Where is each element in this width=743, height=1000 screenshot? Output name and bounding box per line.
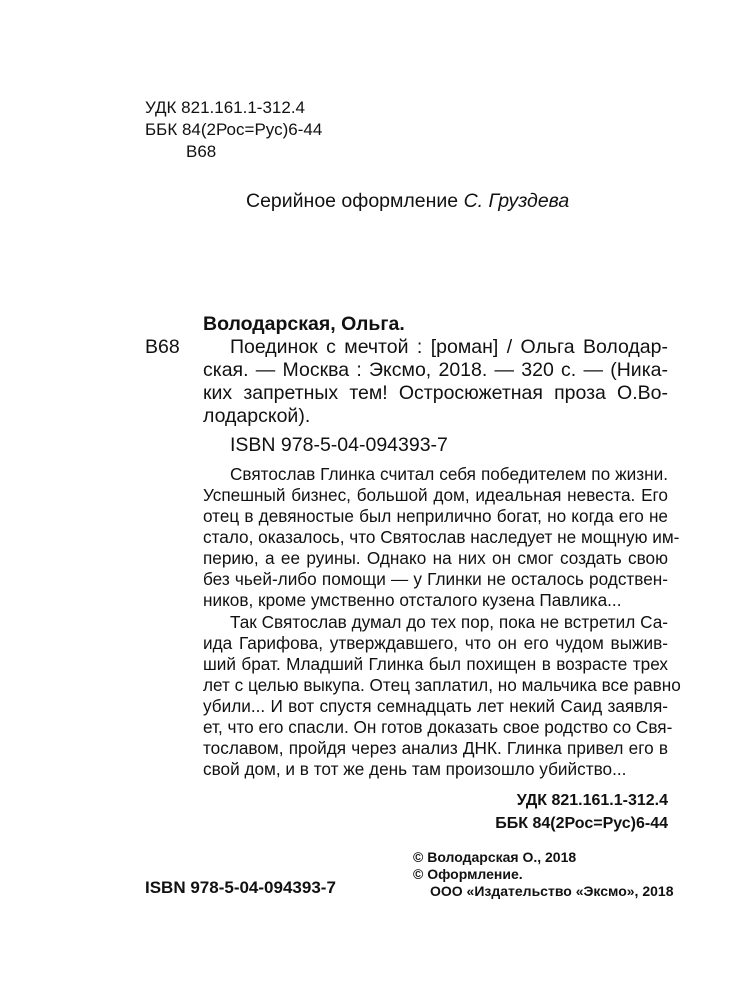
annotation-line: стало, оказалось, что Святослав наследует не мощную им-	[203, 527, 680, 547]
annotation-line: ников, кроме умственно отсталого кузена Павлика...	[203, 590, 622, 610]
annotation-line: отец в девяностые был неприлично богат, но когда его не	[203, 506, 668, 526]
catalog-line: Поединок с мечтой : [роман] / Ольга Володар-	[230, 336, 668, 358]
bbk-code-bottom: ББК 84(2Рос=Рус)6-44	[495, 815, 668, 832]
annotation-line: убили... И вот спустя семнадцать лет некий Саид заявля-	[203, 696, 668, 716]
copyright-design: © Оформление.	[413, 866, 523, 882]
annotation-line: ет, что его спасли. Он готов доказать свое родство со Свя-	[203, 717, 673, 737]
annotation-line: Святослав Глинка считал себя победителем по жизни.	[230, 464, 668, 484]
annotation-line: свой дом, и в тот же день там произошло убийство...	[203, 759, 627, 779]
catalog-line: лодарской).	[203, 405, 311, 427]
annotation-line: перию, а ее руины. Однако на них он смог создать свою	[203, 548, 668, 568]
udk-code-bottom: УДК 821.161.1-312.4	[516, 792, 668, 809]
annotation-line: без чьей-либо помощи — у Глинки не осталось родствен-	[203, 569, 668, 589]
series-credit-name: С. Груздева	[463, 190, 570, 212]
annotation-line: Так Святослав думал до тех пор, пока не встретил Са-	[230, 612, 668, 632]
annotation-line: Успешный бизнес, большой дом, идеальная невеста. Его	[203, 485, 668, 505]
series-credit-label: Серийное оформление	[246, 190, 459, 212]
bbk-code: ББК 84(2Рос=Рус)6-44	[145, 120, 323, 139]
copyright-publisher: ООО «Издательство «Эксмо», 2018	[430, 883, 674, 899]
annotation-line: ида Гарифова, утверждавшего, что он его чудом выжив-	[203, 633, 668, 653]
catalog-line: ская. — Москва : Эксмо, 2018. — 320 с. — (Ника-	[203, 359, 668, 381]
catalog-isbn: ISBN 978-5-04-094393-7	[230, 434, 448, 456]
catalog-author-sign: В68	[145, 336, 180, 358]
copyright-author: © Володарская О., 2018	[413, 849, 577, 865]
annotation-line: ший брат. Младший Глинка был похищен в возрасте трех	[203, 654, 668, 674]
udk-code: УДК 821.161.1-312.4	[145, 98, 306, 117]
annotation-line: лет с целью выкупа. Отец заплатил, но мальчика все равно	[203, 675, 681, 695]
isbn-bottom: ISBN 978-5-04-094393-7	[145, 878, 336, 897]
author-heading: Володарская, Ольга.	[203, 313, 405, 335]
author-sign: В68	[186, 142, 217, 161]
series-credit	[246, 190, 569, 213]
catalog-line: ких запретных тем! Остросюжетная проза О.Во-	[203, 382, 668, 404]
annotation-line: тославом, пройдя через анализ ДНК. Глинка привел его в	[203, 738, 668, 758]
